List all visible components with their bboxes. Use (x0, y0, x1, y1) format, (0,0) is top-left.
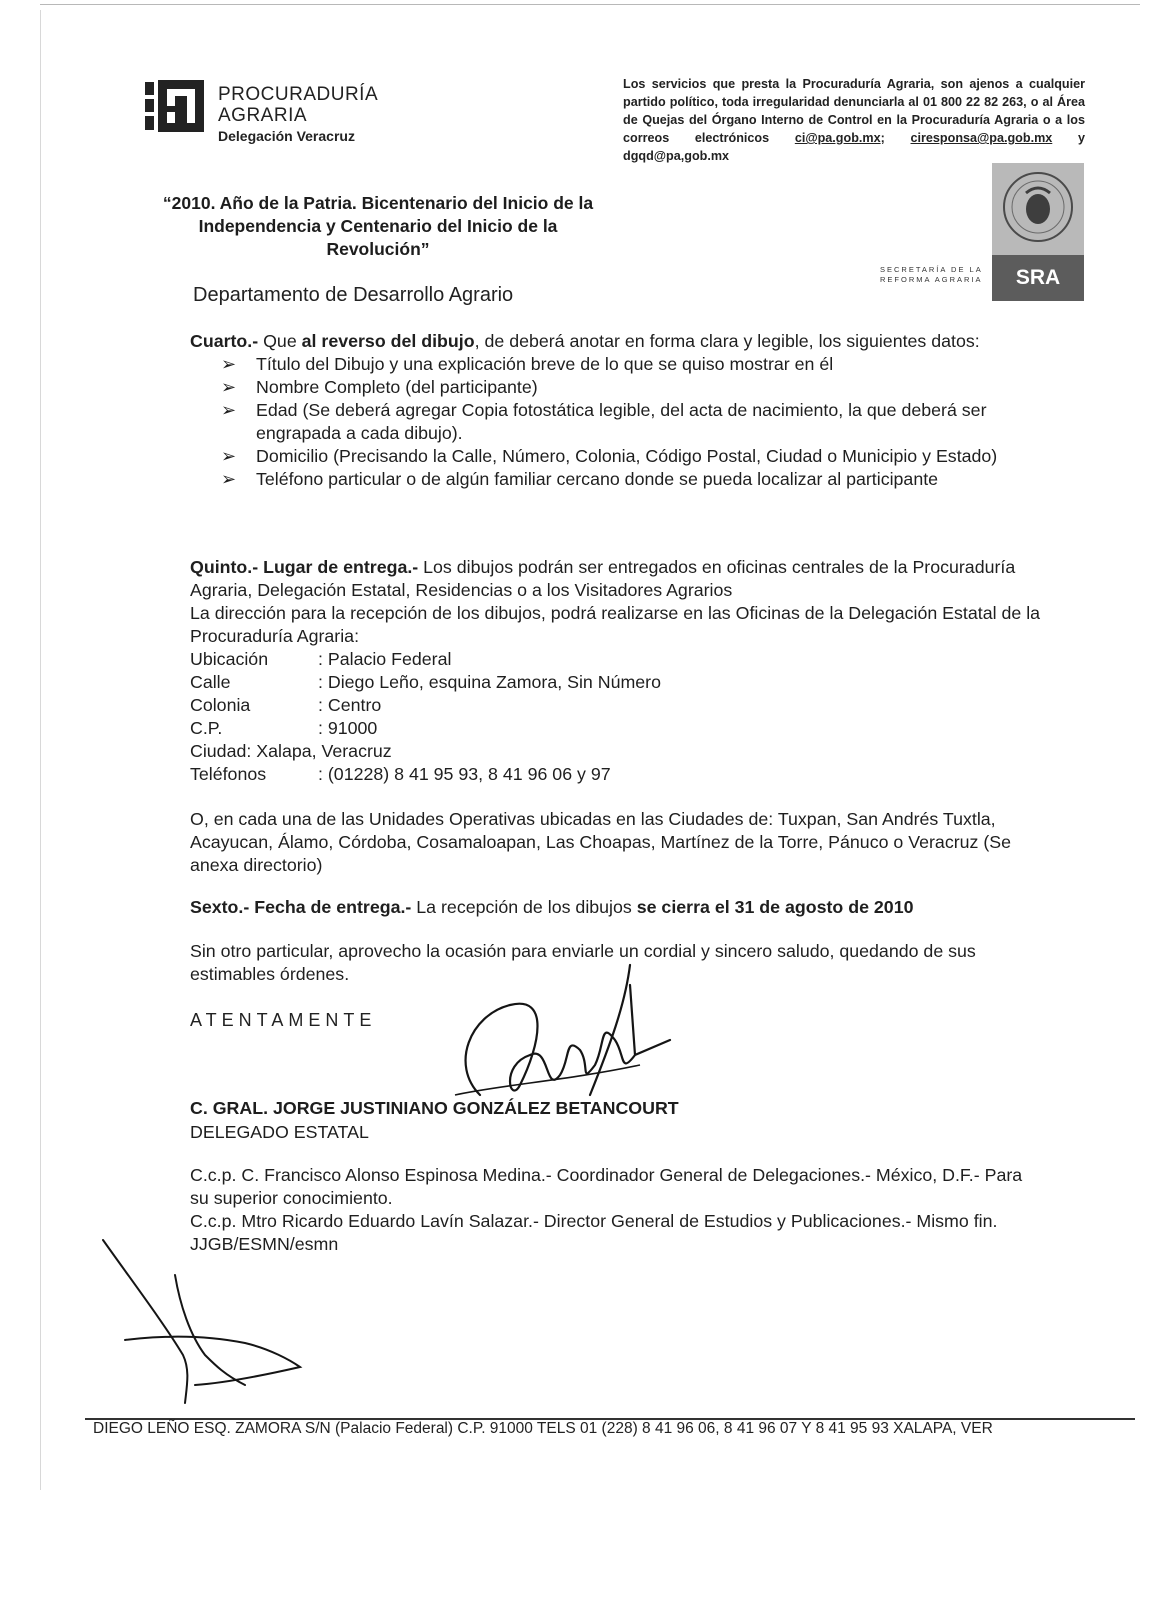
address-value: : 91000 (318, 718, 378, 738)
sra-label (880, 265, 983, 285)
signer-position: DELEGADO ESTATAL (190, 1122, 369, 1142)
section-sexto (190, 896, 1045, 919)
email-dgqd: dgqd@pa,gob.mx (623, 149, 730, 163)
address-value: : (01228) 8 41 95 93, 8 41 96 06 y 97 (318, 764, 611, 784)
services-text: Los servicios que presta la Procuraduría Agraria, son ajenos a cualquier partido político, toda irregularidad denunciarla al 01 800 22 82 263, o al Área de Quejas del Órgano Interno de Control en la Procuraduría Agraria o a los correos electrónicos (623, 77, 1085, 145)
list-item (190, 445, 1045, 468)
address-value: : Diego Leño, esquina Zamora, Sin Número (318, 672, 661, 692)
procuraduria-logo-icon (145, 80, 205, 132)
signer-name: C. GRAL. JORGE JUSTINIANO GONZÁLEZ BETANCOURT (190, 1098, 679, 1118)
address-label: Ubicación (190, 649, 269, 669)
address-row (190, 648, 1045, 671)
units-text: O, en cada una de las Unidades Operativas ubicadas en las Ciudades de: Tuxpan, San Andrés Tuxtla, Acayucan, Álamo, Córdoba, Cosamaloapan, Las Choapas, Martínez de la Torre, Pánuco o Veracruz (Se anexa directorio) (190, 809, 1012, 875)
department-title: Departamento de Desarrollo Agrario (193, 284, 514, 306)
cuarto-bold: al reverso del dibujo (301, 331, 475, 351)
address-row (190, 671, 1045, 694)
sra-label-line2: REFORMA AGRARIA (880, 275, 983, 284)
sexto-text1: La recepción de los dibujos (411, 897, 637, 917)
cuarto-lead: Cuarto.- (190, 331, 259, 351)
ccp-line1: C.c.p. C. Francisco Alonso Espinosa Medina.- Coordinador General de Delegaciones.- México, D.F.- Para su superior conocimiento. (190, 1165, 1023, 1208)
section-quinto (190, 556, 1045, 877)
national-seal-icon (992, 163, 1084, 255)
bullet-text: Nombre Completo (del participante) (256, 377, 538, 397)
address-row (190, 740, 1045, 763)
email-link-responsa[interactable]: ciresponsa@pa.gob.mx (910, 131, 1053, 145)
quinto-intro (190, 556, 1045, 602)
arrow-bullet-icon: ➢ (221, 377, 236, 397)
address-table (190, 648, 1045, 786)
list-item (190, 353, 1045, 376)
cuarto-text2: , de deberá anotar en forma clara y legible, los siguientes datos: (474, 331, 980, 351)
logo-wordmark (218, 84, 378, 126)
cuarto-intro (190, 330, 1045, 353)
ccp-line2: C.c.p. Mtro Ricardo Eduardo Lavín Salazar.- Director General de Estudios y Publicaciones.- Mismo fin. (190, 1211, 998, 1231)
quinto-text1: Los dibujos podrán ser entregados en oficinas centrales de la Procuraduría Agraria, Delegación Estatal, Residencias o a los Visitadores Agrarios (190, 557, 1016, 600)
logo-subtitle: Delegación Veracruz (218, 128, 355, 144)
quinto-lead: Quinto.- Lugar de entrega.- (190, 557, 419, 577)
footer-address: DIEGO LEÑO ESQ. ZAMORA S/N (Palacio Federal) C.P. 91000 TELS 01 (228) 8 41 96 06, 8 41 96 07 Y 8 41 95 93 XALAPA, VER (93, 1420, 993, 1437)
top-rule (40, 4, 1140, 5)
year-motto: “2010. Año de la Patria. Bicentenario del Inicio de la Independencia y Centenario del Inicio de la Revolución” (162, 193, 594, 259)
handwritten-initials (95, 1235, 305, 1410)
sexto-bold: se cierra el 31 de agosto de 2010 (636, 897, 914, 917)
atentamente: ATENTAMENTE (190, 1010, 377, 1030)
sexto-lead: Sexto.- Fecha de entrega.- (190, 897, 412, 917)
ccp-block (190, 1164, 1045, 1256)
ccp-initials: JJGB/ESMN/esmn (190, 1234, 339, 1254)
address-label: C.P. (190, 718, 223, 738)
closing-text: Sin otro particular, aprovecho la ocasión para enviarle un cordial y sincero saludo, quedando de sus estimables órdenes. (190, 941, 976, 984)
list-item (190, 468, 1045, 491)
arrow-bullet-icon: ➢ (221, 469, 236, 489)
bullet-text: Título del Dibujo y una explicación breve de lo que se quiso mostrar en él (256, 354, 834, 374)
services-notice (623, 75, 1085, 165)
address-row (190, 763, 1045, 786)
services-separator: ; (880, 131, 911, 145)
cuarto-bullet-list (190, 353, 1045, 491)
address-value: : Palacio Federal (318, 649, 452, 669)
sra-logo (992, 163, 1084, 301)
arrow-bullet-icon: ➢ (221, 400, 236, 420)
email-link-ci[interactable]: ci@pa.gob.mx (794, 131, 881, 145)
cuarto-text1: Que (258, 331, 302, 351)
arrow-bullet-icon: ➢ (221, 354, 236, 374)
bullet-text: Edad (Se deberá agregar Copia fotostática legible, del acta de nacimiento, la que deberá ser engrapada a cada dibujo). (256, 400, 987, 443)
sra-acronym: SRA (992, 255, 1084, 301)
sra-label-line1: SECRETARÍA DE LA (880, 265, 983, 274)
address-label: Teléfonos (190, 764, 267, 784)
address-row (190, 717, 1045, 740)
section-cuarto (190, 330, 1045, 491)
quinto-text2: La dirección para la recepción de los dibujos, podrá realizarse en las Oficinas de la Delegación Estatal de la Procuraduría Agraria: (190, 603, 1041, 646)
left-margin-line (40, 10, 41, 1490)
logo-line1: PROCURADURÍA (218, 84, 379, 105)
list-item (190, 399, 1045, 445)
arrow-bullet-icon: ➢ (221, 446, 236, 466)
address-value: : Centro (318, 695, 382, 715)
list-item (190, 376, 1045, 399)
address-label: Colonia (190, 695, 251, 715)
address-value: : Xalapa, Veracruz (246, 741, 392, 761)
services-and: y (1052, 131, 1085, 145)
address-label: Ciudad (190, 741, 247, 761)
bullet-text: Domicilio (Precisando la Calle, Número, Colonia, Código Postal, Ciudad o Municipio y Estado) (256, 446, 998, 466)
bullet-text: Teléfono particular o de algún familiar cercano donde se pueda localizar al participante (256, 469, 939, 489)
logo-line2: AGRARIA (218, 105, 308, 126)
address-label: Calle (190, 672, 231, 692)
address-row (190, 694, 1045, 717)
